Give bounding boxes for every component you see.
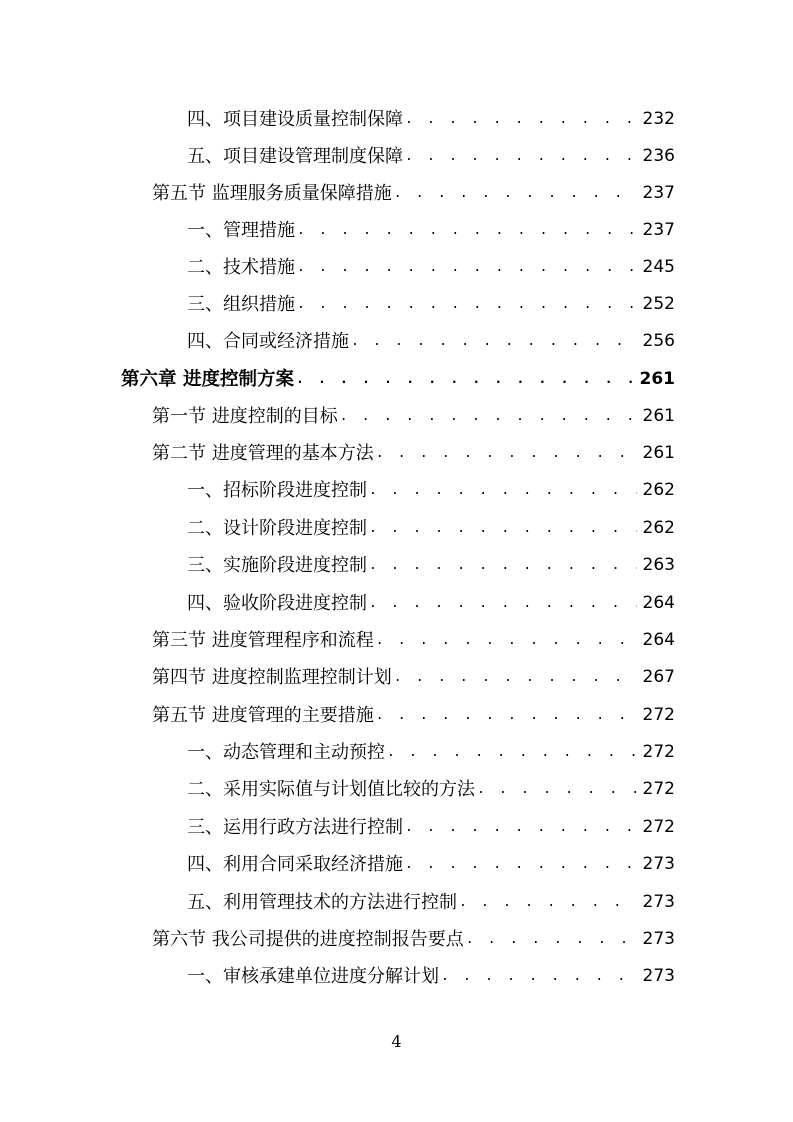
dot-leader <box>394 175 637 212</box>
toc-entry-page: 272 <box>642 779 675 799</box>
toc-entry[interactable] <box>152 659 675 696</box>
toc-entry[interactable] <box>152 175 675 212</box>
toc-entry-label: 二、技术措施 <box>187 257 295 278</box>
dot-leader <box>297 212 637 249</box>
toc-entry-page: 272 <box>642 742 675 762</box>
toc-entry-page: 236 <box>642 146 675 166</box>
dot-leader <box>376 622 637 659</box>
toc-entry-label: 四、合同或经济措施 <box>187 331 349 352</box>
toc-chapter-entry[interactable] <box>121 361 675 398</box>
dot-leader <box>405 138 637 175</box>
toc-entry[interactable] <box>187 958 675 995</box>
toc-entry[interactable] <box>187 585 675 622</box>
toc-entry-label: 第一节 进度控制的目标 <box>152 406 338 427</box>
toc-entry-page: 273 <box>642 892 675 912</box>
toc-entry[interactable] <box>187 771 675 808</box>
toc-entry[interactable] <box>187 138 675 175</box>
dot-leader <box>405 846 637 883</box>
dot-leader <box>394 659 637 696</box>
toc-entry-label: 四、利用合同采取经济措施 <box>187 854 403 875</box>
toc-entry[interactable] <box>187 212 675 249</box>
toc-entry-page: 273 <box>642 966 675 986</box>
toc-entry-label: 五、项目建设管理制度保障 <box>187 146 403 167</box>
toc-entry-label: 二、采用实际值与计划值比较的方法 <box>187 779 475 800</box>
toc-entry-page: 267 <box>642 667 675 687</box>
toc-entry-page: 273 <box>642 854 675 874</box>
dot-leader <box>351 323 637 360</box>
dot-leader <box>297 249 637 286</box>
dot-leader <box>376 435 637 472</box>
toc-entry-label: 第二节 进度管理的基本方法 <box>152 443 374 464</box>
toc-entry-page: 261 <box>639 369 675 389</box>
toc-entry[interactable] <box>152 697 675 734</box>
dot-leader <box>369 585 637 622</box>
toc-entry-label: 三、运用行政方法进行控制 <box>187 817 403 838</box>
toc-entry-page: 245 <box>642 257 675 277</box>
toc-entry-label: 一、动态管理和主动预控 <box>187 742 385 763</box>
toc-entry-label: 二、设计阶段进度控制 <box>187 518 367 539</box>
toc-entry[interactable] <box>187 884 675 921</box>
dot-leader <box>369 510 637 547</box>
dot-leader <box>340 398 637 435</box>
dot-leader <box>405 101 637 138</box>
toc-entry-label: 四、项目建设质量控制保障 <box>187 109 403 130</box>
toc-entry[interactable] <box>187 323 675 360</box>
toc-entry[interactable] <box>187 286 675 323</box>
dot-leader <box>297 286 637 323</box>
dot-leader <box>441 958 637 995</box>
toc-entry[interactable] <box>152 435 675 472</box>
toc-entry-label: 第六节 我公司提供的进度控制报告要点 <box>152 929 464 950</box>
toc-entry-page: 262 <box>642 480 675 500</box>
toc-entry-page: 256 <box>642 331 675 351</box>
toc-entry[interactable] <box>152 921 675 958</box>
toc-entry[interactable] <box>187 846 675 883</box>
toc-entry[interactable] <box>187 547 675 584</box>
toc-entry-page: 237 <box>642 183 675 203</box>
toc-entry-label: 一、审核承建单位进度分解计划 <box>187 966 439 987</box>
dot-leader <box>405 809 637 846</box>
toc-entry-label: 一、管理措施 <box>187 220 295 241</box>
toc-entry-label: 三、组织措施 <box>187 294 295 315</box>
dot-leader <box>296 361 634 398</box>
toc-entry-page: 232 <box>642 109 675 129</box>
toc-entry-page: 273 <box>642 929 675 949</box>
toc-entry[interactable] <box>187 472 675 509</box>
dot-leader <box>466 921 637 958</box>
toc-entry[interactable] <box>187 101 675 138</box>
toc-entry-page: 261 <box>642 406 675 426</box>
toc-entry[interactable] <box>187 809 675 846</box>
toc-entry-page: 272 <box>642 705 675 725</box>
toc-entry-page: 263 <box>642 555 675 575</box>
toc-entry-label: 第五节 监理服务质量保障措施 <box>152 183 392 204</box>
dot-leader <box>369 472 637 509</box>
toc-entry-label: 第五节 进度管理的主要措施 <box>152 705 374 726</box>
toc-entry-label: 一、招标阶段进度控制 <box>187 480 367 501</box>
toc-entry-page: 262 <box>642 518 675 538</box>
dot-leader <box>459 884 637 921</box>
toc-entry[interactable] <box>187 734 675 771</box>
toc-entry-label: 第四节 进度控制监理控制计划 <box>152 667 392 688</box>
dot-leader <box>477 771 637 808</box>
toc-entry-page: 264 <box>642 630 675 650</box>
toc-entry-label: 五、利用管理技术的方法进行控制 <box>187 892 457 913</box>
dot-leader <box>376 697 637 734</box>
toc-entry[interactable] <box>187 510 675 547</box>
toc-entry-label: 三、实施阶段进度控制 <box>187 555 367 576</box>
page-number: 4 <box>391 1032 402 1051</box>
dot-leader <box>387 734 637 771</box>
toc-entry-page: 237 <box>642 220 675 240</box>
toc-entry-page: 261 <box>642 443 675 463</box>
toc-entry-label: 第三节 进度管理程序和流程 <box>152 630 374 651</box>
toc-entry-label: 四、验收阶段进度控制 <box>187 593 367 614</box>
toc-entry[interactable] <box>152 398 675 435</box>
toc-entry-page: 252 <box>642 294 675 314</box>
dot-leader <box>369 547 637 584</box>
toc-entry[interactable] <box>152 622 675 659</box>
toc-entry-label: 第六章 进度控制方案 <box>121 369 294 390</box>
toc-entry-page: 264 <box>642 593 675 613</box>
toc-entry-page: 272 <box>642 817 675 837</box>
toc-entry[interactable] <box>187 249 675 286</box>
